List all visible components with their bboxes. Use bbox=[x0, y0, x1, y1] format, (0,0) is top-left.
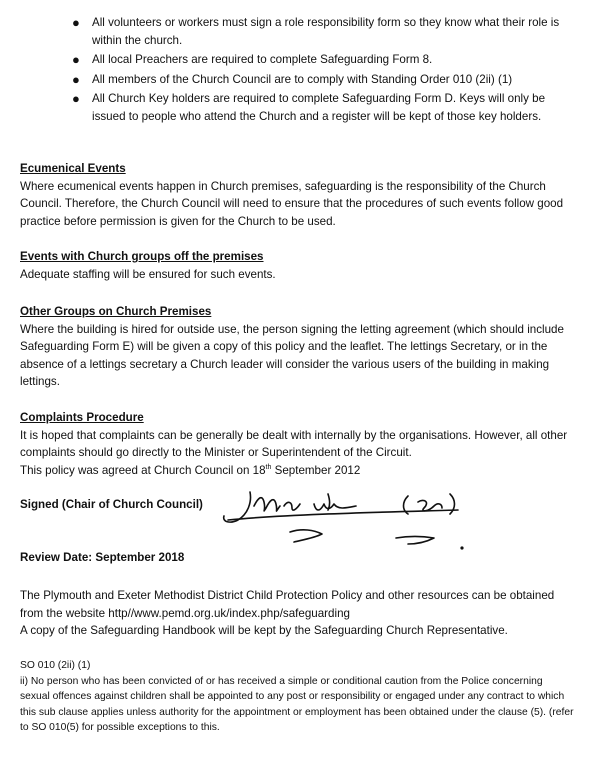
section-heading: Ecumenical Events bbox=[20, 162, 126, 175]
bullet-icon: ● bbox=[72, 71, 80, 87]
groups-off-premises-section bbox=[20, 248, 572, 283]
section-heading: Complaints Procedure bbox=[20, 411, 144, 424]
ecumenical-events-section bbox=[20, 160, 572, 230]
complaints-section bbox=[20, 409, 572, 479]
list-item-text: All members of the Church Council are to comply with Standing Order 010 (2ii) (1) bbox=[92, 72, 513, 86]
list-item bbox=[70, 51, 575, 69]
bullet-icon: ● bbox=[72, 15, 80, 30]
signed-label: Signed (Chair of Church Council) bbox=[20, 498, 203, 511]
standing-order-text: ii) No person who has been convicted of or has received a simple or conditional caution from the Police concerning sexual offences against children shall be appointed to any post or responsibility or engaged under any contract to which this sub clause applies unless authority for the appointment or employment has been obtained under the clause (5). (refer to SO 010(5) for possible exceptions to this. bbox=[20, 675, 574, 733]
list-item-text: All Church Key holders are required to complete Safeguarding Form D. Keys will only be issued to people who attend the Church and a register will be kept of those key holders. bbox=[92, 92, 546, 123]
agreement-date: This policy was agreed at Church Council on 18th September 2012 bbox=[20, 463, 361, 477]
review-date: Review Date: September 2018 bbox=[20, 551, 185, 564]
bullet-icon: ● bbox=[72, 91, 80, 106]
list-item-text: All local Preachers are required to complete Safeguarding Form 8. bbox=[92, 53, 433, 66]
list-item bbox=[70, 14, 575, 49]
list-item bbox=[70, 90, 575, 125]
section-body: It is hoped that complaints can be generally be dealt with internally by the organisations. However, all other complaints should go directly to the Minister or Superintendent of the Circuit. bbox=[20, 428, 568, 459]
section-body: Where ecumenical events happen in Church premises, safeguarding is the responsibility of the Church Council. Therefore, the Church Council will need to ensure that the procedures of such events follow good practice before permission is given for the Church to be used. bbox=[20, 179, 564, 228]
section-body: Where the building is hired for outside use, the person signing the letting agreement (which should include Safeguarding Form E) will be given a copy of this policy and the leaflet. The lettings Secretary, or in the absence of a lettings secretary a Church leader will consider the various users of the building in making lettings. bbox=[20, 322, 564, 388]
bullet-icon: ● bbox=[72, 52, 80, 67]
list-item bbox=[70, 71, 575, 89]
standing-order-ref: SO 010 (2ii) (1) bbox=[20, 660, 91, 671]
requirements-list bbox=[70, 14, 575, 127]
list-item-text: All volunteers or workers must sign a role responsibility form so they know what their role is within the church. bbox=[92, 16, 560, 47]
standing-order-section bbox=[20, 658, 575, 736]
handbook-text: A copy of the Safeguarding Handbook will be kept by the Safeguarding Church Representative. bbox=[20, 624, 508, 637]
other-groups-section bbox=[20, 303, 572, 391]
section-heading: Events with Church groups off the premises bbox=[20, 250, 264, 263]
resources-text: The Plymouth and Exeter Methodist District Child Protection Policy and other resources can be obtained from the website http//www.pemd.org.uk/index.php/safeguarding bbox=[20, 589, 555, 620]
section-heading: Other Groups on Church Premises bbox=[20, 305, 212, 318]
handwritten-signature bbox=[210, 480, 480, 560]
resources-section bbox=[20, 587, 572, 640]
section-body: Adequate staffing will be ensured for such events. bbox=[20, 267, 276, 281]
